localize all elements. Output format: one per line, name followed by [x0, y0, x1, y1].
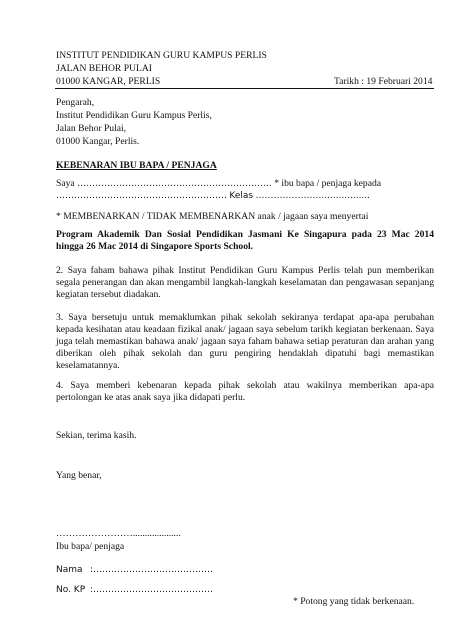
nokp-line [56, 584, 213, 596]
nama-field[interactable]: :…………………………………. [90, 565, 213, 575]
recipient-city: 01000 Kangar, Perlis. [56, 136, 140, 147]
nokp-label: No. KP [56, 585, 86, 595]
recipient-title: Pengarah, [56, 97, 95, 108]
kelas-label: Kelas [229, 191, 254, 201]
saya-label: Saya [56, 178, 75, 189]
regards-text: Yang benar, [56, 470, 102, 481]
signature-field[interactable]: …………………….................... [56, 528, 181, 539]
school-address-city: 01000 KANGAR, PERLIS [56, 76, 161, 87]
closing-text: Sekian, terima kasih. [56, 430, 137, 441]
recipient-street: Jalan Behor Pulai, [56, 123, 127, 134]
nama-line [56, 564, 213, 576]
permission-statement: * MEMBENARKAN / TIDAK MEMBENARKAN anak / jagaan saya menyertai [56, 211, 369, 222]
saya-line [56, 178, 381, 190]
header-divider [55, 88, 434, 89]
saya-suffix: * ibu bapa / penjaga kepada [274, 178, 382, 189]
nokp-field[interactable]: :…………………………………. [90, 585, 213, 595]
footnote: * Potong yang tidak berkenaan. [293, 596, 415, 607]
school-address-street: JALAN BEHOR PULAI [56, 63, 152, 74]
signature-role: Ibu bapa/ penjaga [56, 541, 125, 552]
child-line [56, 190, 370, 202]
program-description: Program Akademik Dan Sosial Pendidikan Jasmani Ke Singapura pada 23 Mac 2014 hingga 26 Mac 2014 di Singapore Sports School. [56, 229, 434, 252]
school-name: INSTITUT PENDIDIKAN GURU KAMPUS PERLIS [56, 50, 267, 61]
kelas-field[interactable]: ………………….................. [255, 191, 371, 201]
letter-title: KEBENARAN IBU BAPA / PENJAGA [56, 160, 217, 171]
paragraph-2: 2. Saya faham bahawa pihak Institut Pendidikan Guru Kampus Perlis telah pun memberikan segala penerangan dan akan mengambil langkah-langkah keselamatan dan pengawasan sepanjang kegiatan tersebut diadakan. [56, 265, 434, 300]
recipient-institution: Institut Pendidikan Guru Kampus Perlis, [56, 110, 212, 121]
paragraph-3: 3. Saya bersetuju untuk memaklumkan pihak sekolah sekiranya terdapat apa-apa perubahan kepada kesihatan atau keadaan fizikal anak/ jagaan saya sebelum tarikh kegiatan berkenaan. Saya juga telah memastikan bahawa anak/ jagaan saya faham bahawa setiap peraturan dan arahan yang diberikan oleh pihak sekolah dan guru pengiring hendaklah dipatuhi bagi memastikan keselamatannya. [56, 312, 434, 371]
parent-name-field[interactable]: ……………………………………………………….. [77, 179, 272, 189]
letter-date: Tarikh : 19 Februari 2014 [334, 76, 433, 87]
paragraph-4: 4. Saya memberi kebenaran kepada pihak sekolah atau wakilnya memberikan apa-apa pertolongan ke atas anak saya jika didapati perlu. [56, 380, 434, 403]
child-name-field[interactable]: ………………………………………………… [56, 191, 227, 201]
nama-label: Nama [56, 565, 83, 575]
